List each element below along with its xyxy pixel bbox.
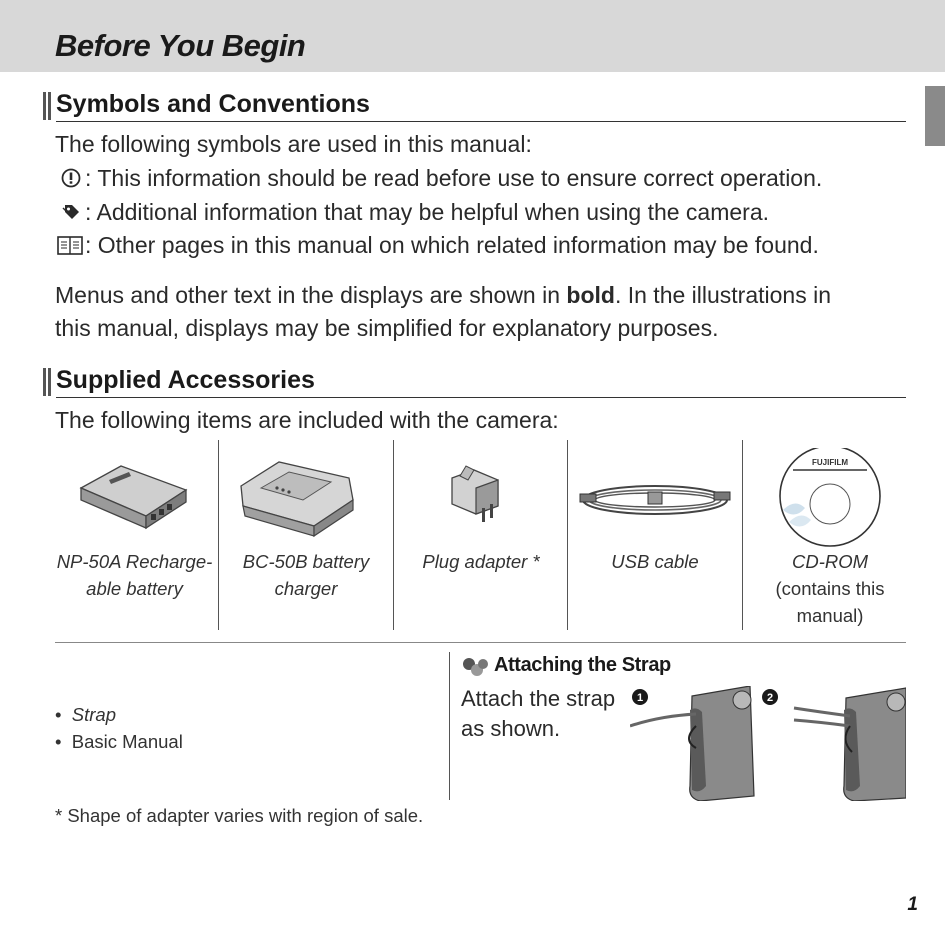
book-icon [55,232,85,258]
strap-text-line: Attach the strap [461,686,616,711]
chapter-tab [925,86,945,146]
accessory-caption [572,548,738,575]
caption-line: CD-ROM [791,551,869,572]
caption-line: charger [274,578,338,599]
item-basic-manual: Basic Manual [71,731,183,752]
conventions-text: Menus and other text in the displays are shown in [55,282,567,308]
symbol-row-note [57,196,769,229]
accessory-caption [398,548,564,575]
accessory-charger [219,440,393,630]
cd-rom-icon [743,448,917,548]
strap-title: Attaching the Strap [494,654,671,676]
strap-step-1-illustration [630,686,780,801]
symbol-text: : Other pages in this manual on which related information may be found. [85,232,819,258]
symbol-text: : Additional information that may be helpful when using the camera. [85,199,770,225]
page-number: 1 [907,894,918,915]
hint-icon [461,656,489,685]
accessory-caption [55,548,214,602]
page-title: Before You Begin [55,28,306,63]
accessory-cdrom [743,440,917,630]
symbol-row-book [55,229,819,262]
item-strap: Strap [71,704,116,725]
caption-line: able battery [86,578,183,599]
accessory-caption [747,548,913,629]
heading-rule [56,397,906,398]
step-number: 2 [766,692,774,704]
caption-line: (contains this [775,578,885,599]
caution-icon [57,165,85,191]
conventions-line-1 [55,279,831,312]
step-number: 1 [636,692,644,704]
cd-label: FUJIFILM [812,458,848,467]
heading-bar [43,92,51,120]
strap-text-line: as shown. [461,716,561,741]
symbol-row-caution [57,162,822,195]
caption-line: NP-50A Recharge- [56,551,213,572]
caption-line: BC-50B battery [242,551,370,572]
grid-bottom-rule [55,642,906,643]
strap-step-2-illustration [760,686,906,801]
symbol-text: : This information should be read before use to ensure correct operation. [85,165,823,191]
symbols-section-heading [43,90,906,122]
bold-example: bold [566,282,615,308]
conventions-line-2: this manual, displays may be simplified for explanatory purposes. [55,315,719,341]
lower-divider [449,652,450,800]
accessories-intro: The following items are included with the camera: [55,407,559,433]
caption-line: USB cable [611,551,699,572]
accessory-battery [51,440,218,630]
title-band [0,0,945,72]
battery-charger-icon [219,448,393,548]
accessory-plug [394,440,568,630]
accessories-heading-text: Supplied Accessories [56,366,315,394]
caption-line: manual) [796,605,864,626]
conventions-text: . In the illustrations in [614,282,832,308]
accessory-caption [223,548,389,602]
list-item: • Basic Manual [55,731,183,752]
heading-rule [56,121,906,122]
strap-instructions [461,684,615,744]
accessories-section-heading [43,366,906,398]
battery-icon [51,448,218,548]
symbols-intro: The following symbols are used in this manual: [55,131,532,157]
heading-bar [43,368,51,396]
list-item: • Strap [55,704,116,725]
accessory-usb [568,440,742,630]
footnote: * Shape of adapter varies with region of sale. [55,805,424,826]
usb-cable-icon [568,448,742,548]
symbols-heading-text: Symbols and Conventions [56,90,370,118]
caption-line: Plug adapter * [422,551,540,572]
note-tag-icon [57,199,85,225]
accessories-grid [43,440,906,630]
plug-adapter-icon [394,448,568,548]
